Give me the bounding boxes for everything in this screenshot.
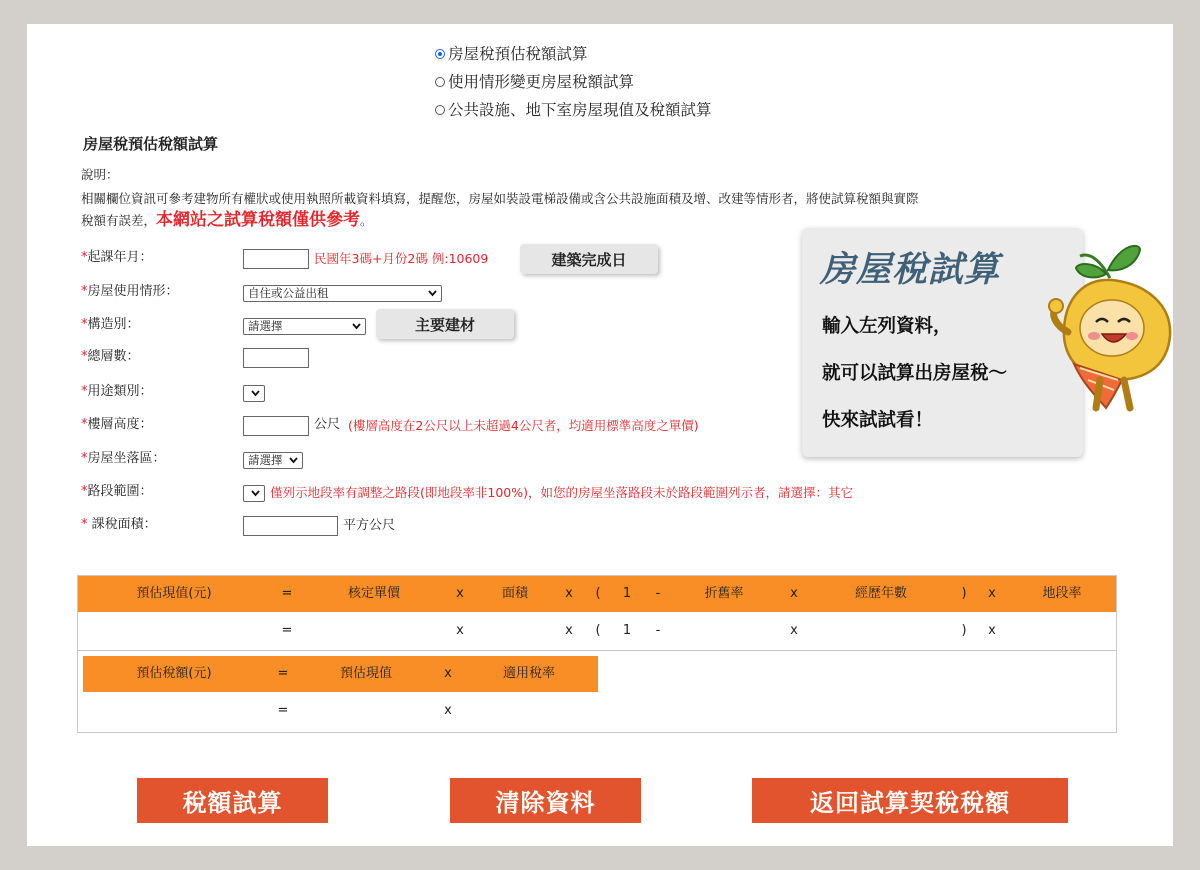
taxable-area-unit: 平方公尺	[343, 518, 396, 533]
formula1-header-current-value: 預估現值(元)	[136, 586, 212, 601]
mascot-icon	[1040, 240, 1180, 415]
formula1-value-equals: =	[281, 623, 293, 638]
start-month-input[interactable]	[243, 249, 309, 269]
formula2-header-times: x	[444, 666, 452, 681]
formula1-header-unit-price: 核定單價	[347, 586, 401, 601]
usage-label: *房屋使用情形：	[81, 284, 179, 299]
chevron-down-icon	[250, 387, 261, 399]
purpose-label: *用途類別：	[81, 384, 153, 399]
radio-checked-icon[interactable]	[435, 49, 445, 59]
formula2-header-equals: =	[277, 666, 289, 681]
radio-label: 房屋稅預估稅額試算	[448, 45, 588, 63]
formula1-value-close-paren: )	[961, 623, 967, 638]
formula1-header-times: x	[565, 586, 573, 601]
callout-title: 房屋稅試算	[820, 249, 1001, 290]
formula2-header-tax: 預估稅額(元)	[136, 666, 212, 681]
formula1-value-times: x	[790, 623, 798, 638]
floor-height-label: *樓層高度：	[81, 417, 153, 432]
formula1-value-one: 1	[622, 623, 632, 638]
formula1-header-open-paren: (	[595, 586, 601, 601]
formula1-header-bar	[78, 576, 1116, 612]
disclaimer-warning: 本網站之試算稅額僅供參考	[156, 210, 361, 230]
description-line2-start: 稅額有誤差，	[81, 213, 157, 228]
formula1-header-years: 經歷年數	[854, 586, 908, 601]
radio-option-estimate[interactable]	[435, 44, 588, 64]
formula-divider	[78, 650, 1116, 651]
road-range-hint: 僅列示地段率有調整之路段(即地段率非100%)，如您的房屋坐落路段未於路段範圍列示者，請選擇：其它	[270, 485, 853, 500]
formula2-header-bar	[83, 656, 598, 692]
floor-height-unit: 公尺	[314, 417, 341, 432]
start-month-label: *起課年月：	[81, 250, 153, 265]
callout-line3: 快來試試看！	[822, 410, 934, 431]
formula1-header-close-paren: )	[961, 586, 967, 601]
start-month-hint: 民國年3碼+月份2碼 例:10609	[314, 251, 489, 266]
formula2-header-tax-rate: 適用稅率	[502, 666, 556, 681]
formula2-value-equals: =	[277, 703, 289, 718]
formula1-value-open-paren: (	[595, 623, 601, 638]
purpose-select[interactable]	[243, 385, 265, 402]
taxable-area-input[interactable]	[243, 516, 338, 536]
formula1-header-times: x	[456, 586, 464, 601]
description-line2	[81, 212, 373, 229]
main-material-button[interactable]: 主要建材	[376, 309, 514, 339]
formula1-header-times: x	[988, 586, 996, 601]
formula1-header-area: 面積	[501, 586, 529, 601]
floor-height-input[interactable]	[243, 416, 309, 436]
section-title: 房屋稅預估稅額試算	[83, 135, 219, 153]
calculate-tax-button[interactable]: 稅額試算	[137, 778, 328, 823]
formula1-header-lot-rate: 地段率	[1042, 586, 1082, 601]
formula2-header-current-value: 預估現值	[339, 666, 393, 681]
total-floors-label: *總層數：	[81, 349, 140, 364]
district-label: *房屋坐落區：	[81, 451, 166, 466]
completion-date-button[interactable]: 建築完成日	[520, 244, 658, 274]
chevron-down-icon	[427, 287, 438, 299]
formula1-header-depreciation: 折舊率	[704, 586, 744, 601]
formula1-header-minus: -	[655, 586, 661, 601]
formula1-value-times: x	[565, 623, 573, 638]
formula-panel	[77, 575, 1117, 733]
floor-height-hint: (樓層高度在2公尺以上未超過4公尺者，均適用標準高度之單價)	[348, 418, 699, 433]
structure-label: *構造別：	[81, 317, 140, 332]
road-range-label: *路段範圍：	[81, 484, 153, 499]
formula1-header-equals: =	[281, 586, 293, 601]
chevron-down-icon	[288, 454, 299, 466]
clear-data-button[interactable]: 清除資料	[450, 778, 641, 823]
description-line2-end: 。	[360, 213, 373, 228]
chevron-down-icon	[250, 487, 261, 499]
back-to-deed-tax-button[interactable]: 返回試算契稅稅額	[752, 778, 1068, 823]
formula1-value-times: x	[456, 623, 464, 638]
road-range-select[interactable]	[243, 485, 265, 502]
formula1-value-minus: -	[655, 623, 661, 638]
formula2-value-times: x	[444, 703, 452, 718]
callout-line1: 輸入左列資料，	[822, 316, 952, 337]
taxable-area-label: * 課稅面積：	[81, 517, 157, 532]
callout-line2: 就可以試算出房屋稅～	[822, 363, 1008, 384]
radio-unchecked-icon[interactable]	[435, 105, 445, 115]
chevron-down-icon	[351, 320, 362, 332]
radio-label: 公共設施、地下室房屋現值及稅額試算	[448, 101, 712, 119]
description-heading: 說明：	[81, 167, 119, 182]
formula1-header-one: 1	[622, 586, 632, 601]
description-line1: 相關欄位資訊可參考建物所有權狀或使用執照所載資料填寫，提醒您，房屋如裝設電梯設備或含公共設施面積及增、改建等情形者，將使試算稅額與實際	[81, 191, 919, 206]
formula1-value-times: x	[988, 623, 996, 638]
total-floors-input[interactable]	[243, 348, 309, 368]
formula1-header-times: x	[790, 586, 798, 601]
radio-unchecked-icon[interactable]	[435, 77, 445, 87]
radio-option-usage-change[interactable]	[435, 72, 634, 92]
usage-select[interactable]: 自住或公益出租	[243, 285, 442, 302]
structure-select[interactable]: 請選擇	[243, 318, 366, 335]
district-select[interactable]: 請選擇	[243, 452, 303, 469]
radio-option-public-facility[interactable]	[435, 100, 712, 120]
radio-label: 使用情形變更房屋稅額試算	[448, 73, 635, 91]
